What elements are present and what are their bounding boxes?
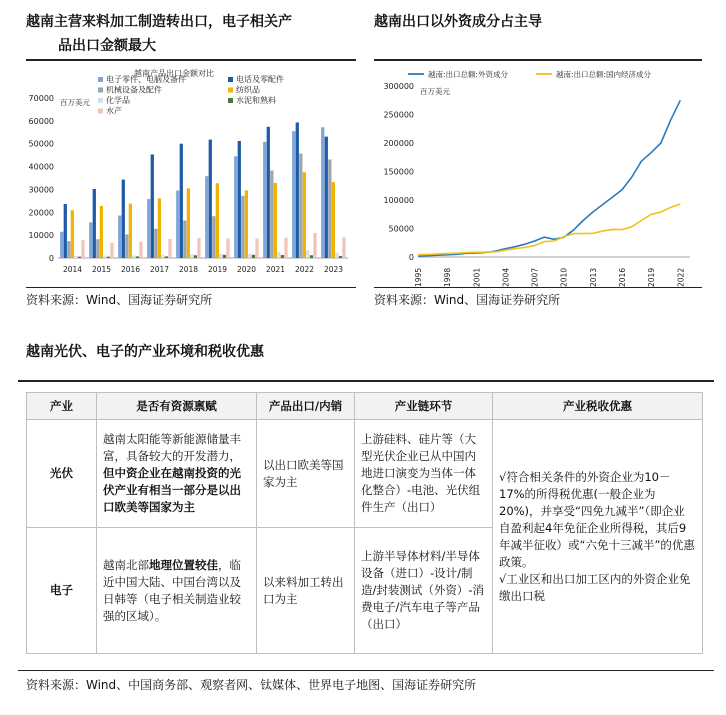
series-line	[418, 204, 680, 255]
bar	[226, 238, 229, 258]
x-tick-label: 2022	[294, 265, 315, 274]
legend-label: 越南:出口总额:外资成分	[428, 70, 509, 79]
bar	[306, 250, 309, 258]
bar	[183, 221, 186, 258]
bar	[64, 204, 67, 258]
bar	[161, 255, 164, 258]
bar	[89, 222, 92, 258]
legend-label: 电子零件、电脑及备件	[106, 75, 186, 84]
x-tick-group	[531, 268, 540, 287]
bar	[71, 210, 74, 258]
y-tick-label: 250000	[383, 110, 414, 120]
bar	[270, 170, 273, 258]
legend-label: 越南:出口总额:国内经济成分	[556, 70, 652, 79]
row-resource	[97, 420, 257, 528]
x-tick-label: 2010	[559, 267, 569, 287]
bar	[277, 252, 280, 258]
series-line	[418, 100, 680, 256]
x-tick-label: 2021	[265, 265, 286, 274]
bar	[118, 215, 121, 258]
x-tick-label: 2019	[647, 267, 657, 287]
x-tick-label: 2018	[178, 265, 199, 274]
legend-swatch	[228, 88, 233, 93]
bar	[176, 191, 179, 258]
bar	[216, 183, 219, 258]
x-tick-group	[443, 268, 452, 287]
row-tax	[493, 420, 703, 654]
x-tick-label: 1998	[443, 267, 453, 287]
x-tick-group	[501, 268, 510, 287]
bar	[96, 239, 99, 258]
resource-bold-text: 但中资企业在越南投资的光伏产业有相当一部分是以出口欧美等国家为主	[103, 466, 241, 514]
bar	[296, 122, 299, 258]
bar	[168, 239, 171, 258]
bar	[190, 254, 193, 258]
bar	[209, 140, 212, 258]
bar-chart-title: 越南产品出口金额对比	[134, 69, 214, 78]
right-heading-rule	[374, 59, 702, 61]
x-tick-label: 2020	[236, 265, 257, 274]
bar	[103, 255, 106, 258]
left-source-rule	[26, 287, 356, 288]
x-tick-label: 2015	[91, 265, 112, 274]
bar	[292, 131, 295, 258]
line-chart-legend	[408, 69, 652, 79]
x-tick-group	[618, 268, 627, 287]
bar	[252, 255, 255, 258]
bar	[212, 216, 215, 258]
header-chain: 产业链环节	[355, 393, 493, 420]
y-tick-label: 150000	[383, 167, 414, 177]
right-heading: 越南出口以外资成分占主导	[374, 14, 542, 30]
section2-source: 资料来源：Wind、中国商务部、观察者网、钛媒体、世界电子地图、国海证券研究所	[26, 678, 477, 692]
y-tick-label: 70000	[28, 94, 54, 103]
x-tick-label: 2001	[472, 267, 482, 287]
tax-table	[26, 392, 703, 654]
x-tick-label: 2016	[618, 267, 627, 287]
bar	[132, 255, 135, 258]
line-chart-series	[418, 100, 680, 256]
x-tick-label: 2022	[676, 267, 686, 287]
header-industry: 产业	[27, 393, 97, 420]
bar	[223, 255, 226, 258]
bar	[325, 137, 328, 258]
row-product: 电子	[27, 528, 97, 654]
legend-swatch	[228, 98, 233, 103]
row-chain: 上游硅料、硅片等（大型光伏企业已从中国内地进口演变为当体一体化整合）-电池、光伏组件生产（出口）	[355, 420, 493, 528]
tax-text-2: √工业区和出口加工区内的外资企业免缴出口税	[499, 571, 691, 603]
y-tick-label: 60000	[28, 116, 54, 126]
bar	[136, 256, 139, 258]
bar	[310, 255, 313, 258]
legend-label: 电话及零配件	[236, 75, 284, 84]
y-tick-label: 10000	[28, 231, 54, 241]
x-tick-group	[472, 268, 481, 287]
bar	[335, 253, 338, 258]
y-tick-label: 0	[48, 254, 54, 263]
bar	[205, 176, 208, 258]
table-header-row	[27, 393, 703, 420]
bar	[234, 156, 237, 258]
section2-source-rule	[18, 670, 714, 671]
bar	[248, 254, 251, 258]
bar	[321, 127, 324, 258]
x-tick-group	[647, 268, 656, 287]
right-source: 资料来源：Wind、国海证券研究所	[374, 293, 561, 307]
bar	[180, 144, 183, 258]
bar	[158, 198, 161, 258]
left-heading-line1: 越南主营来料加工制造转出口，电子相关产	[26, 14, 292, 30]
bar	[281, 255, 284, 258]
bar	[194, 255, 197, 258]
bar	[328, 159, 331, 258]
bar	[299, 154, 302, 258]
bar	[147, 199, 150, 258]
x-tick-label: 2014	[62, 265, 83, 274]
line-chart-ylabel: 百万美元	[420, 87, 450, 96]
right-source-rule	[374, 287, 702, 288]
bar	[263, 142, 266, 258]
legend-swatch	[98, 88, 103, 93]
row-sales: 以来料加工转出口为主	[257, 528, 355, 654]
legend-label: 水产	[106, 106, 122, 116]
bar	[74, 256, 77, 258]
x-tick-group	[560, 268, 569, 287]
bar	[139, 242, 142, 258]
y-tick-label: 100000	[383, 196, 414, 205]
x-tick-group	[414, 268, 423, 287]
bar	[267, 127, 270, 258]
tax-text-1: √符合相关条件的外资企业为10－17%的所得税优惠(一般企业为20%)，并享受“四免九减半”（即企业自盈利起4年免征企业所得税，其后9年减半征收）或“六免十三减半”的优惠政策。	[499, 469, 695, 569]
x-tick-label: 2016	[120, 265, 141, 274]
bar	[197, 238, 200, 258]
bar-chart-bars	[60, 122, 345, 258]
bar	[238, 141, 241, 258]
legend-label: 水泥和熟料	[236, 96, 276, 105]
section2-heading: 越南光伏、电子的产业环境和税收优惠	[26, 344, 264, 360]
bar	[129, 204, 132, 258]
bar	[187, 188, 190, 258]
bar-chart-legend	[98, 74, 284, 116]
resource-text: 越南太阳能等新能源储量丰富，具备较大的开发潜力，	[103, 432, 241, 463]
bar	[284, 238, 287, 258]
bar	[100, 206, 103, 258]
row-product: 光伏	[27, 420, 97, 528]
bar	[78, 257, 81, 258]
x-tick-label: 2013	[588, 267, 598, 287]
y-tick-label: 50000	[388, 224, 414, 234]
legend-swatch	[98, 109, 103, 114]
legend-swatch	[98, 77, 103, 82]
header-resource: 是否有资源禀赋	[97, 393, 257, 420]
bar	[313, 233, 316, 258]
bar	[107, 257, 110, 258]
y-tick-label: 0	[408, 253, 414, 262]
legend-swatch	[228, 77, 233, 82]
left-source: 资料来源：Wind、国海证券研究所	[26, 293, 213, 307]
row-sales: 以出口欧美等国家为主	[257, 420, 355, 528]
bar	[219, 254, 222, 258]
x-tick-label: 1995	[414, 267, 423, 287]
header-sales: 产品出口/内销	[257, 393, 355, 420]
x-tick-group	[676, 268, 685, 287]
left-heading-rule	[26, 59, 356, 61]
legend-swatch	[98, 98, 103, 103]
x-tick-label: 2023	[323, 265, 344, 274]
y-tick-label: 300000	[383, 82, 414, 91]
bar	[151, 154, 154, 258]
bar	[154, 229, 157, 258]
bar	[274, 183, 277, 258]
bar	[81, 240, 84, 258]
bar	[125, 234, 128, 258]
x-tick-group	[589, 268, 598, 287]
legend-label: 化学品	[106, 96, 130, 105]
bar	[241, 196, 244, 258]
table-row	[27, 420, 703, 528]
y-tick-label: 30000	[28, 185, 54, 195]
bar-chart-ylabel: 百万美元	[60, 98, 90, 107]
y-tick-label: 200000	[383, 139, 414, 148]
bar	[93, 189, 96, 258]
bar	[255, 239, 258, 258]
left-heading-line2: 品出口金额最大	[58, 38, 156, 54]
resource-text: 越南北部	[103, 557, 149, 572]
resource-text: ，临近中国大陆、中国台湾以及日韩等（电子相关制造业较强的区域）。	[103, 557, 241, 623]
bar	[342, 237, 345, 258]
row-resource	[97, 528, 257, 654]
bar	[303, 172, 306, 258]
section2-rule	[18, 380, 714, 382]
x-tick-label: 2007	[530, 267, 540, 287]
legend-label: 机械设备及配件	[106, 85, 162, 95]
resource-bold-text: 地理位置较佳	[149, 557, 218, 572]
legend-label: 纺织品	[236, 85, 260, 95]
y-tick-label: 40000	[28, 162, 54, 172]
header-tax: 产业税收优惠	[493, 393, 703, 420]
bar	[165, 256, 168, 258]
bar	[60, 232, 63, 258]
bar	[339, 256, 342, 258]
bar	[332, 182, 335, 258]
bar	[110, 243, 113, 258]
line-chart	[374, 62, 704, 287]
bar	[245, 190, 248, 258]
row-chain: 上游半导体材料/半导体设备（进口）-设计/制造/封装测试（外资）-消费电子/汽车电子等产品（出口）	[355, 528, 493, 654]
bar-chart	[26, 62, 358, 287]
bar	[122, 180, 125, 258]
y-tick-label: 50000	[28, 139, 54, 149]
bar	[67, 241, 70, 258]
y-tick-label: 20000	[28, 208, 54, 218]
x-tick-label: 2004	[501, 267, 511, 287]
x-tick-label: 2019	[207, 265, 228, 274]
x-tick-label: 2017	[149, 265, 170, 274]
